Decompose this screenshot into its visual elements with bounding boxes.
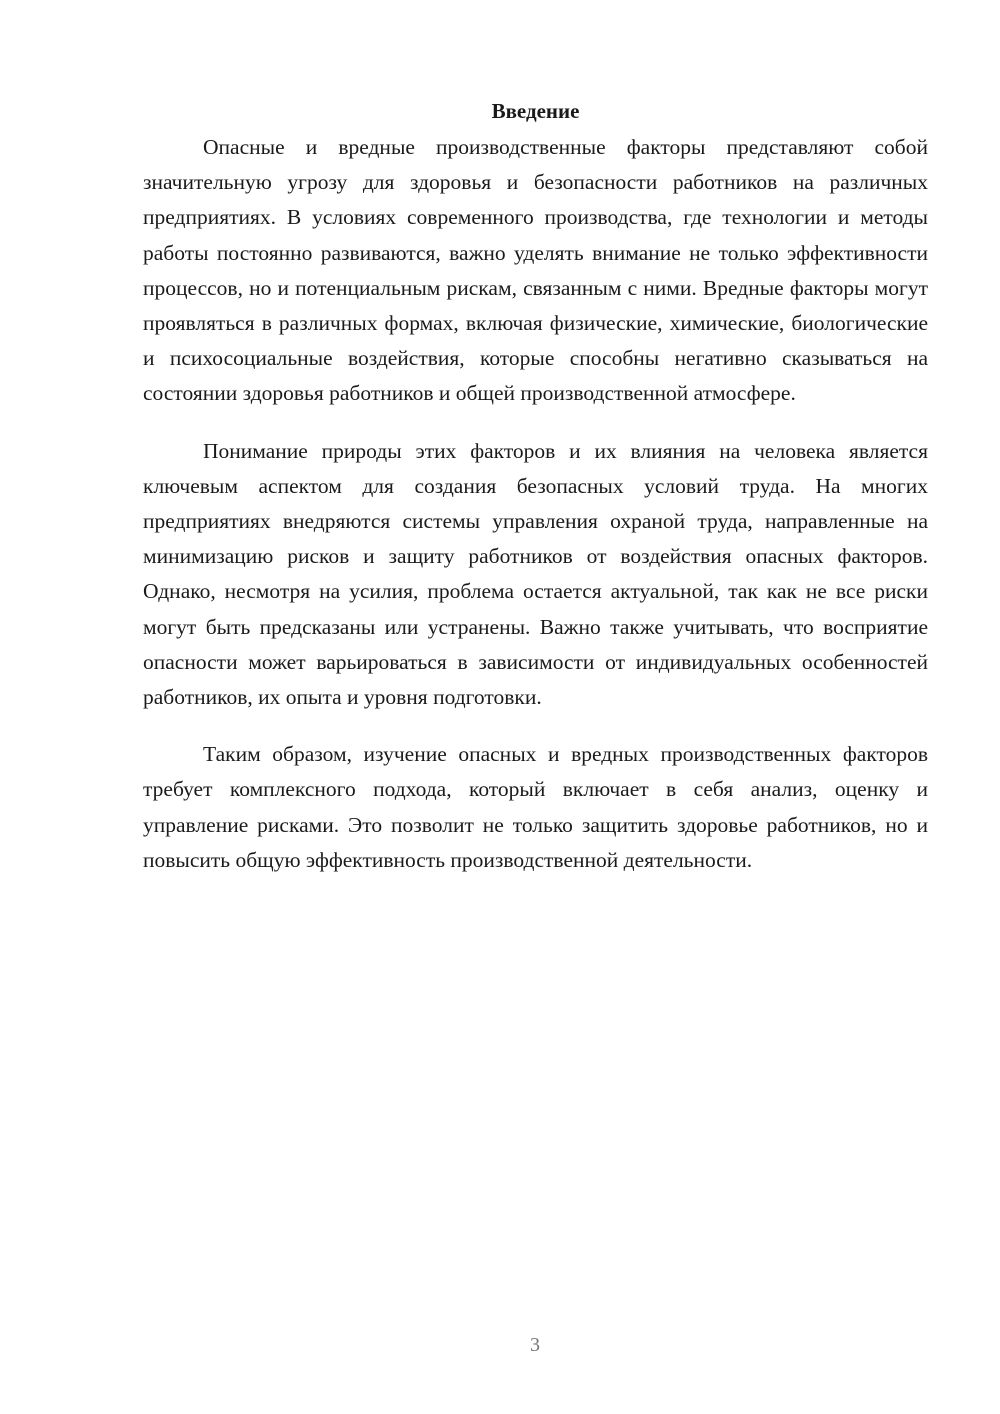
paragraph-2: Понимание природы этих факторов и их влияния на человека является ключевым аспектом для создания безопасных условий труда. На многих предприятиях внедряются системы управления охраной труда, направленные на минимизацию рисков и защиту работников от воздействия опасных факторов. Однако, несмотря на усилия, проблема остается актуальной, так как не все риски могут быть предсказаны или устранены. Важно также учитывать, что восприятие опасности может варьироваться в зависимости от индивидуальных особенностей работников, их опыта и уровня подготовки. xyxy=(143,438,928,710)
page-number: 3 xyxy=(530,1334,540,1356)
page-content xyxy=(143,96,928,900)
paragraph-3: Таким образом, изучение опасных и вредных производственных факторов требует комплексного подхода, который включает в себя анализ, оценку и управление рисками. Это позволит не только защитить здоровье работников, но и повысить общую эффективность производственной деятельности. xyxy=(143,742,928,872)
paragraph-1: Опасные и вредные производственные факторы представляют собой значительную угрозу для здоровья и безопасности работников на различных предприятиях. В условиях современного производства, где технологии и методы работы постоянно развиваются, важно уделять внимание не только эффективности процессов, но и потенциальным рискам, связанным с ними. Вредные факторы могут проявляться в различных формах, включая физические, химические, биологические и психосоциальные воздействия, которые способны негативно сказываться на состоянии здоровья работников и общей производственной атмосфере. xyxy=(143,135,928,406)
section-heading: Введение xyxy=(491,99,580,123)
